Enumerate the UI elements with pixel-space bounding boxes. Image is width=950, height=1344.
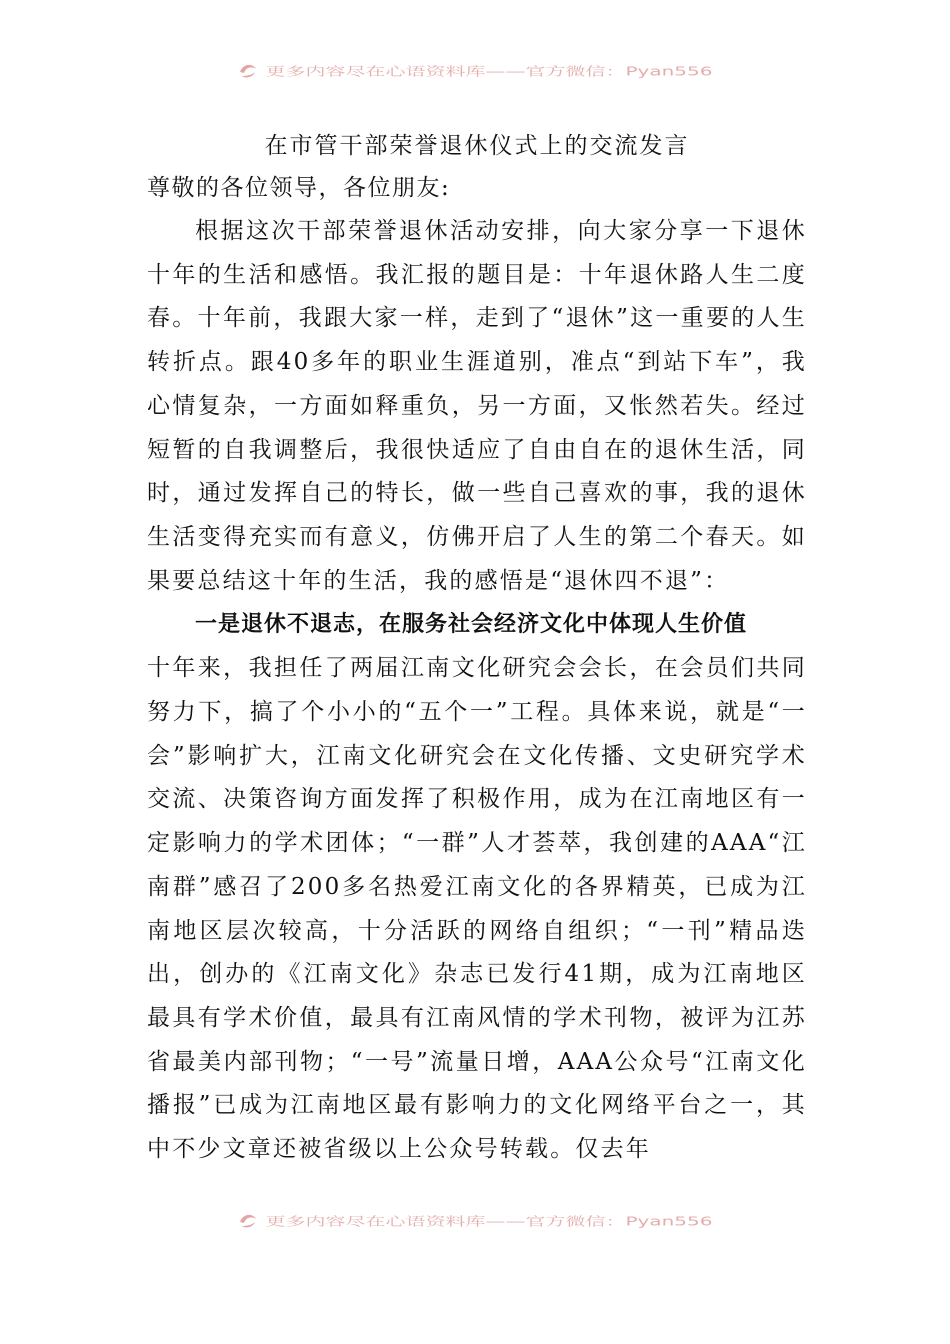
watermark-logo-icon (237, 1209, 259, 1231)
paragraph-intro: 根据这次干部荣誉退休活动安排，向大家分享一下退休十年的生活和感悟。我汇报的题目是：十年退休路人生二度春。十年前，我跟大家一样，走到了“退休”这一重要的人生转折点。跟40多年的职业生涯道别，准点“到站下车”，我心情复杂，一方面如释重负，另一方面，又怅然若失。经过短暂的自我调整后，我很快适应了自由自在的退休生活，同时，通过发挥自己的特长，做一些自己喜欢的事，我的退休生活变得充实而有意义，仿佛开启了人生的第二个春天。如果要总结这十年的生活，我的感悟是“退休四不退”： (147, 218, 807, 594)
watermark-logo-icon (237, 59, 259, 81)
greeting: 尊敬的各位领导，各位朋友: (147, 175, 451, 201)
paragraph-section-1: 十年来，我担任了两届江南文化研究会会长，在会员们共同努力下，搞了个小小的“五个一”工程。具体来说，就是“一会”影响扩大，江南文化研究会在文化传播、文史研究学术交流、决策咨询方面发挥了积极作用，成为在江南地区有一定影响力的学术团体；“一群”人才荟萃，我创建的AAA“江南群”感召了200多名热爱江南文化的各界精英，已成为江南地区层次较高，十分活跃的网络自组织；“一刊”精品迭出，创办的《江南文化》杂志已发行41期，成为江南地区最具有学术价值，最具有江南风情的学术刊物，被评为江苏省最美内部刊物；“一号”流量日增，AAA公众号“江南文化播报”已成为江南地区最有影响力的文化网络平台之一，其中不少文章还被省级以上公众号转载。仅去年 (147, 655, 807, 1163)
watermark-footer (0, 1200, 950, 1240)
watermark-text: 更多内容尽在心语资料库——官方微信：Pyan556 (265, 1213, 713, 1229)
section-heading: 一是退休不退志，在服务社会经济文化中体现人生价值 (195, 612, 748, 638)
document-body (147, 126, 807, 1172)
document-title: 在市管干部荣誉退休仪式上的交流发言 (264, 133, 690, 159)
watermark-text: 更多内容尽在心语资料库——官方微信：Pyan556 (265, 63, 713, 79)
watermark-header (0, 50, 950, 90)
